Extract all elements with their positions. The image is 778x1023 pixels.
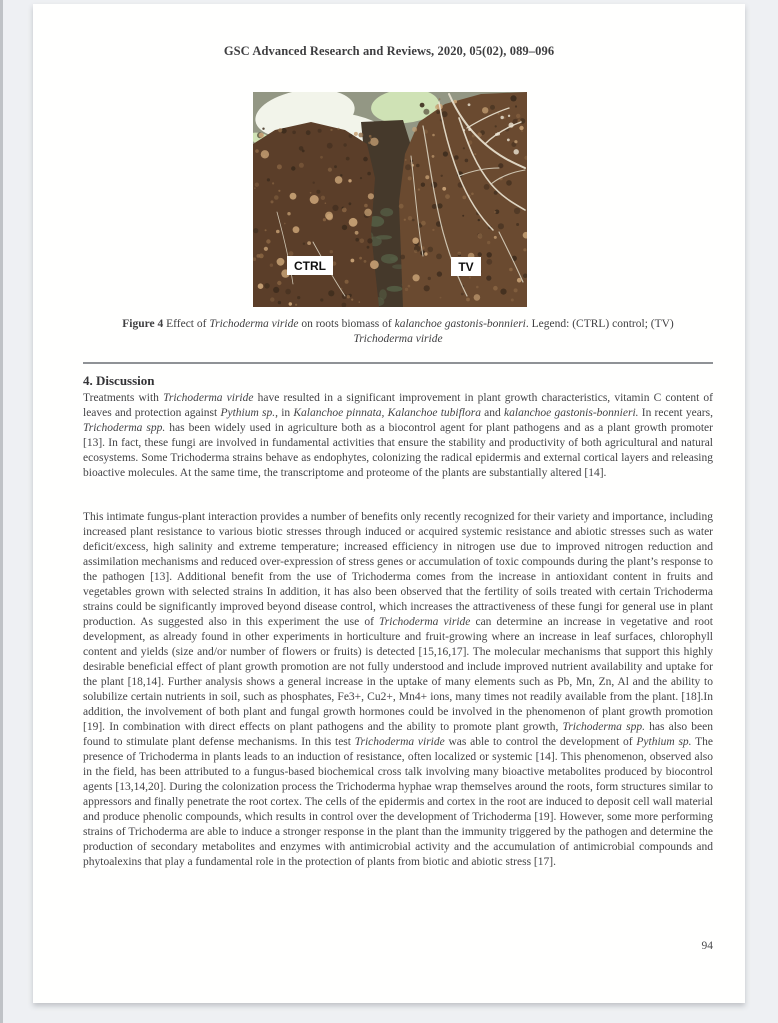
paper-page: [33, 4, 745, 1003]
figure-4-caption: Figure 4 Effect of Trichoderma viride on roots biomass of kalanchoe gastonis-bonnieri. Legend: (CTRL) control; (TV) Trichoderma viride: [122, 318, 674, 345]
discussion-paragraph-1: Treatments with Trichoderma viride have resulted in a significant improvement in plant growth characteristics, vitamin C content of leaves and protection against Pythium sp., in Kalanchoe pinnata, Kalanchoe tubiflora and kalanchoe gastonis-bonnieri. In recent years, Trichoderma spp. has been widely used in agriculture both as a biocontrol agent for plant pathogens and as a plant growth promoter [13]. In fact, these fungi are involved in fundamental activities that ensure the stability and productivity of both agricultural and natural ecosystems. Some Trichoderma strains behave as endophytes, colonizing the radical epidermis and external cortical layers and releasing bioactive molecules. At the same time, the transcriptome and proteome of the plants are substantially altered [14].: [83, 392, 713, 479]
svg-text:CTRL: CTRL: [294, 259, 326, 273]
photo-label-tv: [451, 257, 481, 276]
discussion-paragraph-2: This intimate fungus-plant interaction provides a number of benefits only recently recognized for their variety and importance, including increased plant resistance to various biotic stresses through induced or acquired systemic resistance and abiotic stresses such as water deficit/excess, high salinity and extreme temperature; increased efficiency in nitrogen use due to improved nitrogen reduction and assimilation mechanisms and reduced over-expression of stress genes or accumulation of toxic compounds during the plant’s response to the pathogen [13]. Additional benefit from the use of Trichoderma comes from the increase in antioxidant content in fruits and vegetables grown with selected strains In addition, it has also been observed that the fertility of soils treated with certain Trichoderma strains could be significantly improved beyond disease control, which increases the attractiveness of these fungi for general use in plant production. As suggested also in this experiment the use of Trichoderma viride can determine an increase in vegetative and root development, as already found in other experiments in horticulture and fruit-growing where an increase in leaf surfaces, chlorophyll content and yields (size and/or number of flowers or fruits) is detected [15,16,17]. The molecular mechanisms that support this highly desirable beneficial effect of plant growth promotion are not fully understood and include improved nutrient availability and uptake for the plant [18,14]. Further analysis shows a general increase in the uptake of many elements such as Pb, Mn, Zn, Al and the ability to solubilize certain nutrients in soil, such as phosphates, Fe3+, Cu2+, Mn4+ ions, many times not readily available from the plant. [18].In addition, the involvement of both plant and fungal growth hormones could be involved in the phenomenon of plant growth promotion [19]. In combination with direct effects on plant pathogens and the ability to promote plant growth, Trichoderma spp. has also been found to stimulate plant defense mechanisms. In this test Trichoderma viride was able to control the development of Pythium sp. The presence of Trichoderma in plants leads to an induction of resistance, often localized or systemic [14]. This phenomenon, observed also in the field, has been attributed to a fungus-based biochemical cross talk involving many bioactive metabolites produced by biocontrol agents [13,14,20]. During the colonization process the Trichoderma hyphae wrap themselves around the roots, form structures similar to appressors and finally penetrate the root cortex. The cells of the epidermis and cortex in the root are induced to deposit cell wall material and produce phenolic compounds, which results in control over the development of Trichoderma [19]. However, some more performing strains of Trichoderma are able to induce a stronger response in the plant than the immunity triggered by the pathogen and determine the production of secondary metabolites and enzymes with antimicrobial activity and the accumulation of antimicrobial compounds and phytoalexins that play a fundamental role in the protection of plants from biotic and abiotic stress [17].: [83, 511, 713, 868]
viewer-edge-strip: [0, 0, 3, 1023]
page-number: 94: [701, 940, 713, 952]
section-divider: [83, 362, 713, 364]
photo-label-ctrl: [287, 256, 333, 275]
discussion-heading: 4. Discussion: [83, 373, 155, 388]
figure-4-photo: [253, 92, 527, 307]
journal-header: GSC Advanced Research and Reviews, 2020, 05(02), 089–096: [223, 44, 555, 58]
svg-text:TV: TV: [458, 260, 474, 274]
roots-soil-photo: [253, 92, 527, 307]
